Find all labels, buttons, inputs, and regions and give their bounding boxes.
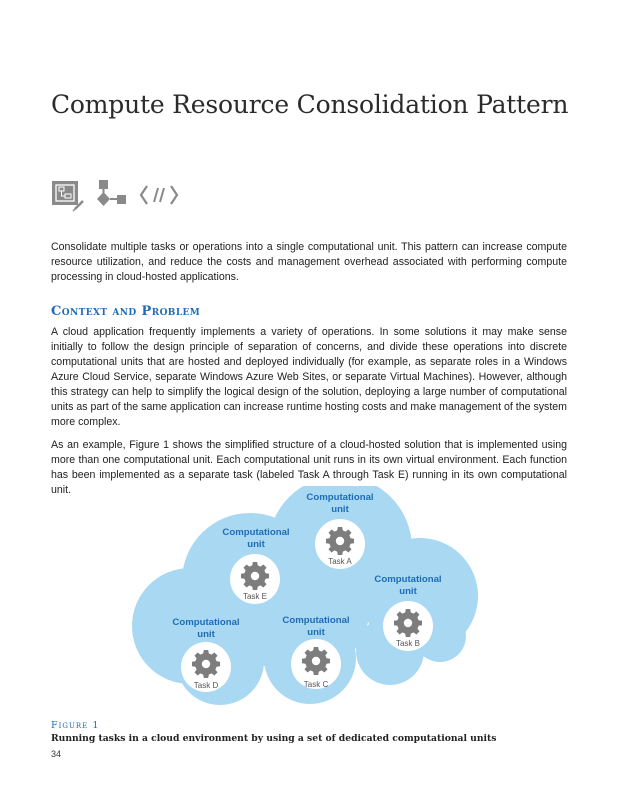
svg-text:Computational: Computational: [172, 617, 240, 628]
svg-text:Computational: Computational: [306, 492, 374, 503]
intro-paragraph: Consolidate multiple tasks or operations into a single computational unit. This pattern can increase compute resource utilization, and reduce the costs and management overhead associated with performing compute processing in cloud-hosted applications.: [51, 241, 567, 283]
svg-text:Task D: Task D: [193, 681, 219, 690]
svg-text:Task E: Task E: [242, 592, 268, 601]
svg-text:unit: unit: [307, 627, 325, 638]
svg-text:Task C: Task C: [303, 680, 329, 689]
svg-text:unit: unit: [197, 629, 215, 640]
gear-icon: [394, 609, 422, 637]
gear-icon: [302, 647, 330, 675]
svg-text:unit: unit: [247, 539, 265, 550]
section-heading: Context and Problem: [51, 304, 201, 319]
page-number: 34: [51, 749, 62, 759]
svg-text:Task B: Task B: [395, 639, 421, 648]
design-pattern-icon: [51, 178, 85, 212]
gear-icon: [192, 650, 220, 678]
gear-icon: [241, 562, 269, 590]
svg-text:Computational: Computational: [222, 527, 290, 538]
context-paragraph: A cloud application frequently implements a variety of operations. In some solutions it may make sense initially to follow the design principle of separation of concerns, and divide these operations into discrete computational units that are hosted and deployed individually (for example, as separate roles in a Windows Azure Cloud Service, separate Windows Azure Web Sites, or separate Virtual Machines). However, although this strategy can help to simplify the logical design of the solution, deploying a large number of computational units as part of the same application can increase runtime hosting costs and make management of the system more complex.: [51, 326, 567, 428]
example-paragraph: As an example, Figure 1 shows the simplified structure of a cloud-hosted solution that is implemented using more than one computational unit. Each computational unit runs in its own virtual environment. Each function has been implemented as a separate task (labeled Task A through Task E) running in its own computational unit.: [51, 439, 567, 496]
svg-text:Computational: Computational: [374, 574, 442, 585]
code-icon: [139, 178, 179, 212]
figure-caption: Running tasks in a cloud environment by using a set of dedicated computational units: [51, 733, 497, 744]
svg-text:Computational: Computational: [282, 615, 350, 626]
page-title: Compute Resource Consolidation Pattern: [51, 90, 569, 119]
pattern-icons: [51, 178, 191, 214]
svg-text:Task A: Task A: [328, 557, 352, 566]
gear-icon: [326, 527, 354, 555]
svg-text:unit: unit: [399, 586, 417, 597]
figure-label: Figure 1: [51, 720, 100, 731]
svg-text:unit: unit: [331, 504, 349, 515]
cloud-diagram: [0, 486, 638, 708]
hierarchy-icon: [95, 178, 131, 214]
